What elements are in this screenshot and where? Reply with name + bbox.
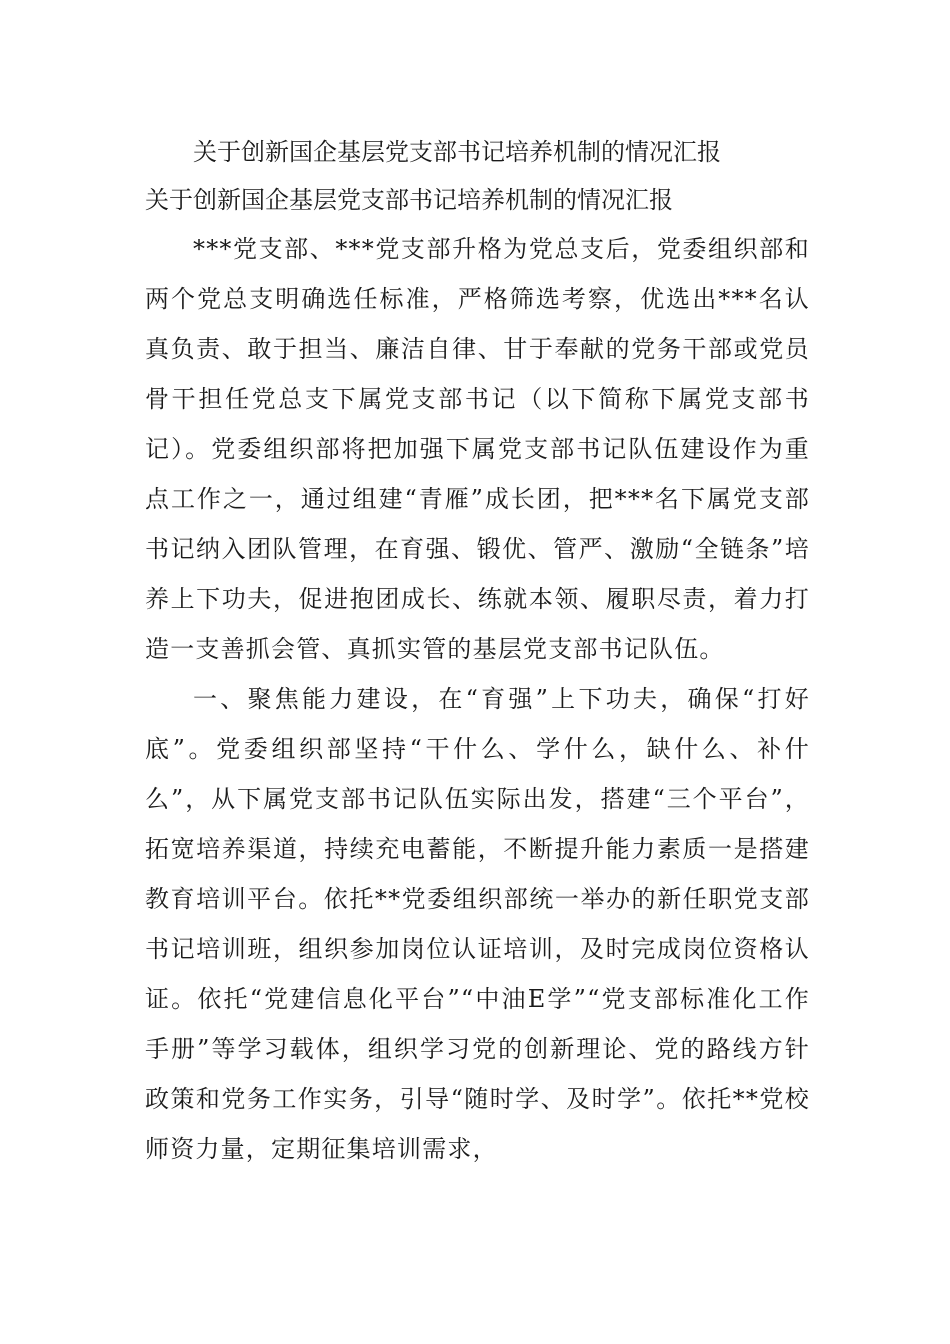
document-title: 关于创新国企基层党支部书记培养机制的情况汇报 (193, 138, 721, 166)
document-subtitle: 关于创新国企基层党支部书记培养机制的情况汇报 (145, 186, 673, 214)
document-body (145, 128, 810, 1174)
paragraph-section-one: 一、聚焦能力建设，在“育强”上下功夫，确保“打好底”。党委组织部坚持“干什么、学什么，缺什么、补什么”，从下属党支部书记队伍实际出发，搭建“三个平台”，拓宽培养渠道，持续充电蓄能，不断提升能力素质一是搭建教育培训平台。依托**党委组织部统一举办的新任职党支部书记培训班，组织参加岗位认证培训，及时完成岗位资格认证。依托“党建信息化平台”“中油E学”“党支部标准化工作手册”等学习载体，组织学习党的创新理论、党的路线方针政策和党务工作实务，引导“随时学、及时学”。依托**党校师资力量，定期征集培训需求， (145, 685, 810, 1163)
paragraph-intro: ***党支部、***党支部升格为党总支后，党委组织部和两个党总支明确选任标准，严格筛选考察，优选出***名认真负责、敢于担当、廉洁自律、甘于奉献的党务干部或党员骨干担任党总支下属党支部书记（以下简称下属党支部书记）。党委组织部将把加强下属党支部书记队伍建设作为重点工作之一，通过组建“青雁”成长团，把***名下属党支部书记纳入团队管理，在育强、锻优、管严、激励“全链条”培养上下功夫，促进抱团成长、练就本领、履职尽责，着力打造一支善抓会管、真抓实管的基层党支部书记队伍。 (145, 235, 810, 663)
